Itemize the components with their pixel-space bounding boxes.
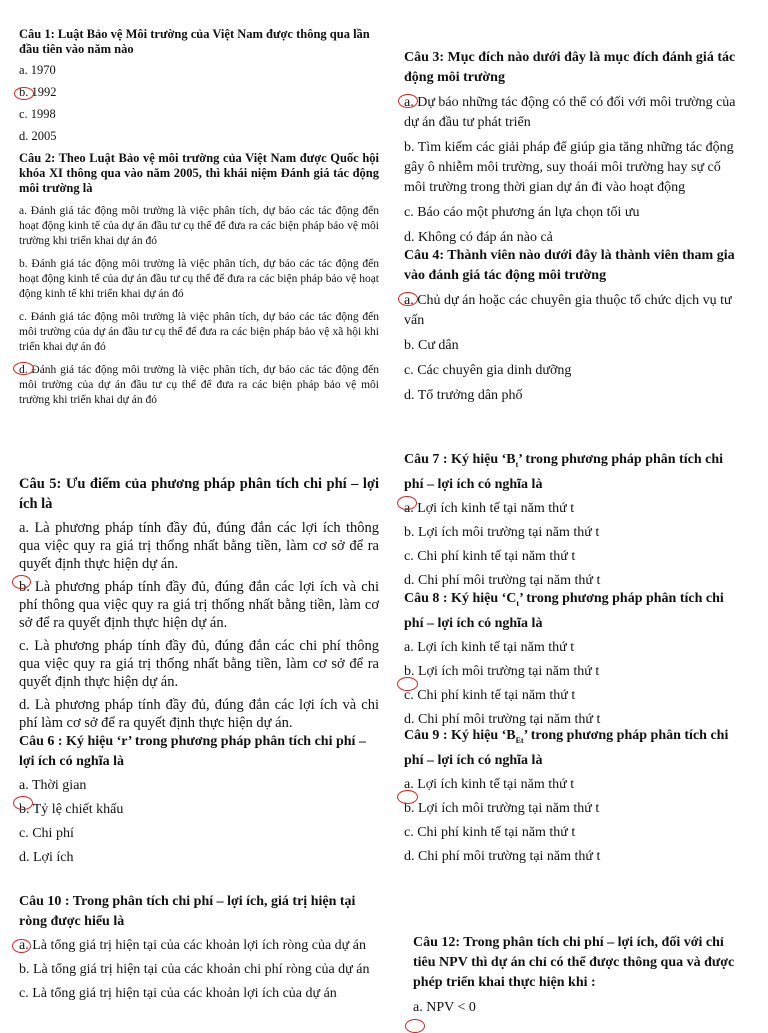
answer-circle-mark [397, 677, 418, 691]
q7-option-a: a. Lợi ích kinh tế tại năm thứ t [404, 500, 575, 516]
question-10 [19, 892, 379, 1004]
question-7-title-sub: t [515, 459, 519, 469]
question-3-title: Câu 3: Mục đích nào dưới đây là mục đích đánh giá tác động môi trường [404, 50, 736, 85]
q7-option-b: b. Lợi ích môi trường tại năm thứ t [404, 524, 600, 540]
question-1-title: Câu 1: Luật Bảo vệ Môi trường của Việt Nam được thông qua lần đầu tiên vào năm nào [19, 27, 370, 56]
q2-option-c: c. Đánh giá tác động môi trường là việc phân tích, dự báo các tác động đến môi trường của dự án đầu tư cụ thể để đưa ra các biện pháp bảo vệ xã hội khi triển khai dự án đó [19, 311, 379, 353]
q6-option-c: c. Chi phí [19, 826, 74, 841]
question-5-title: Câu 5: Ưu điểm của phương pháp phân tích chi phí – lợi ích là [19, 476, 379, 512]
question-7-title-post: ’ trong phương pháp phân tích chi phí – lợi ích có nghĩa là [404, 452, 723, 492]
answer-circle-mark [398, 292, 418, 306]
question-7-title-pre: Câu 7 : Ký hiệu ‘B [404, 452, 516, 467]
question-8-title-sub: t [516, 598, 520, 608]
q3-option-a: a. Dự báo những tác động có thể có đối với môi trường của dự án đầu tư phát triển [404, 95, 736, 130]
question-7-title [404, 450, 738, 495]
q2-option-a: a. Đánh giá tác động môi trường là việc phân tích, dự báo các tác động đến hoạt động kinh tế của dự án đầu tư cụ thể để đưa ra các biện pháp bảo vệ môi trường khi triển khai dự án đó [19, 205, 379, 247]
answer-circle-mark [397, 496, 417, 510]
q8-option-d: d. Chi phí môi trường tại năm thứ t [404, 711, 601, 727]
q8-option-a: a. Lợi ích kinh tế tại năm thứ t [404, 639, 575, 655]
q1-option-c: c. 1998 [19, 107, 56, 121]
question-2 [19, 151, 379, 408]
q5-option-a: a. Là phương pháp tính đầy đủ, đúng đắn các lợi ích thông qua việc quy ra giá trị thống nhất bằng tiền, làm cơ sở để ra quyết định thực hiện dự án. [19, 520, 379, 572]
q5-option-d: d. Là phương pháp tính đầy đủ, đúng đắn các lợi ích và chi phí làm cơ sở để ra quyết định thực hiện dự án. [19, 697, 379, 731]
question-7 [404, 450, 738, 591]
question-12-title: Câu 12: Trong phân tích chi phí – lợi ích, đối với chỉ tiêu NPV thì dự án chỉ có thể được thông qua và được phép triển khai thực hiện khi : [413, 935, 735, 990]
question-8-title-pre: Câu 8 : Ký hiệu ‘C [404, 591, 517, 606]
q5-option-b: b. Là phương pháp tính đầy đủ, đúng đắn các lợi ích và chi phí thông qua việc quy ra giá trị thống nhất bằng tiền, làm cơ sở để ra quyết định thực hiện dự án. [19, 579, 379, 631]
q9-option-a: a. Lợi ích kinh tế tại năm thứ t [404, 776, 575, 792]
question-6 [19, 732, 379, 868]
q8-option-b: b. Lợi ích môi trường tại năm thứ t [404, 663, 600, 679]
q7-option-d: d. Chi phí môi trường tại năm thứ t [404, 572, 601, 588]
q1-option-d: d. 2005 [19, 129, 57, 143]
question-3 [404, 48, 738, 248]
q3-option-b: b. Tìm kiếm các giải pháp để giúp gia tăng những tác động gây ô nhiễm môi trường, suy thoái môi trường hay sự cố môi trường trong thời gian dự án đi vào hoạt động [404, 140, 734, 195]
answer-circle-mark [14, 87, 34, 100]
q1-option-b: b. 1992 [19, 85, 57, 99]
answer-circle-mark [12, 939, 31, 953]
answer-circle-mark [12, 575, 31, 589]
answer-circle-mark [13, 362, 34, 375]
question-4 [404, 246, 738, 406]
question-6-title: Câu 6 : Ký hiệu ‘r’ trong phương pháp phân tích chi phí – lợi ích có nghĩa là [19, 734, 366, 769]
q8-option-c: c. Chi phí kinh tế tại năm thứ t [404, 687, 576, 703]
question-1 [19, 27, 379, 144]
q4-option-d: d. Tổ trưởng dân phố [404, 388, 523, 403]
q9-option-c: c. Chi phí kinh tế tại năm thứ t [404, 824, 576, 840]
question-4-title: Câu 4: Thành viên nào dưới đây là thành viên tham gia vào đánh giá tác động môi trường [404, 248, 735, 283]
q9-option-b: b. Lợi ích môi trường tại năm thứ t [404, 800, 600, 816]
q4-option-b: b. Cư dân [404, 338, 459, 353]
question-9-title-post: ’ trong phương pháp phân tích chi phí – lợi ích có nghĩa là [404, 728, 729, 768]
q2-option-b: b. Đánh giá tác động môi trường là việc phân tích, dự báo các tác động đến hoạt động kinh tế của dự án đầu tư cụ thể để đưa ra các biện pháp bảo vệ hoạt động kinh tế khi triển khai dự án đó [19, 258, 379, 300]
question-8 [404, 589, 738, 730]
answer-circle-mark [398, 94, 418, 108]
q4-option-c: c. Các chuyên gia dinh dưỡng [404, 363, 572, 378]
question-5 [19, 474, 379, 732]
q1-option-a: a. 1970 [19, 63, 56, 77]
q10-option-b: b. Là tổng giá trị hiện tại của các khoản chi phí ròng của dự án [19, 962, 370, 977]
question-8-title-post: ’ trong phương pháp phân tích chi phí – lợi ích có nghĩa là [404, 591, 724, 631]
question-9 [404, 726, 738, 867]
q9-option-d: d. Chi phí môi trường tại năm thứ t [404, 848, 601, 864]
answer-circle-mark [397, 790, 418, 804]
question-9-title-pre: Câu 9 : Ký hiệu ‘B [404, 728, 516, 743]
q7-option-c: c. Chi phí kinh tế tại năm thứ t [404, 548, 576, 564]
q10-option-c: c. Là tổng giá trị hiện tại của các khoản lợi ích của dự án [19, 986, 337, 1001]
q10-option-a: a. Là tổng giá trị hiện tại của các khoản lợi ích ròng của dự án [19, 938, 366, 953]
question-12 [413, 933, 739, 1018]
answer-circle-mark [405, 1019, 425, 1033]
q6-option-a: a. Thời gian [19, 778, 87, 793]
q3-option-c: c. Báo cáo một phương án lựa chọn tối ưu [404, 205, 640, 220]
question-2-title: Câu 2: Theo Luật Bảo vệ môi trường của Việt Nam được Quốc hội khóa XI thông qua vào năm 2005, thì khái niệm Đánh giá tác động môi trường là [19, 151, 379, 195]
question-9-title [404, 726, 738, 771]
q5-option-c: c. Là phương pháp tính đầy đủ, đúng đắn các chi phí thông qua việc quy ra giá trị thống nhất bằng tiền, làm cơ sở để ra quyết định thực hiện dự án. [19, 638, 379, 690]
q6-option-b: b. Tỷ lệ chiết khấu [19, 802, 124, 817]
q4-option-a: a. Chủ dự án hoặc các chuyên gia thuộc tổ chức dịch vụ tư vấn [404, 293, 732, 328]
q3-option-d: d. Không có đáp án nào cả [404, 230, 553, 245]
question-10-title: Câu 10 : Trong phân tích chi phí – lợi ích, giá trị hiện tại ròng được hiểu là [19, 894, 356, 929]
question-9-title-sub: Et [515, 735, 524, 745]
q2-option-d: d. Đánh giá tác động môi trường là việc phân tích, dự báo các tác động đến môi trường của dự án đầu tư cụ thể để đưa ra các biện pháp bảo vệ môi trường khi triển khai dự án đó [19, 364, 379, 406]
q6-option-d: d. Lợi ích [19, 850, 74, 865]
answer-circle-mark [13, 796, 33, 810]
question-8-title [404, 589, 738, 634]
q12-option-a: a. NPV < 0 [413, 1000, 476, 1015]
